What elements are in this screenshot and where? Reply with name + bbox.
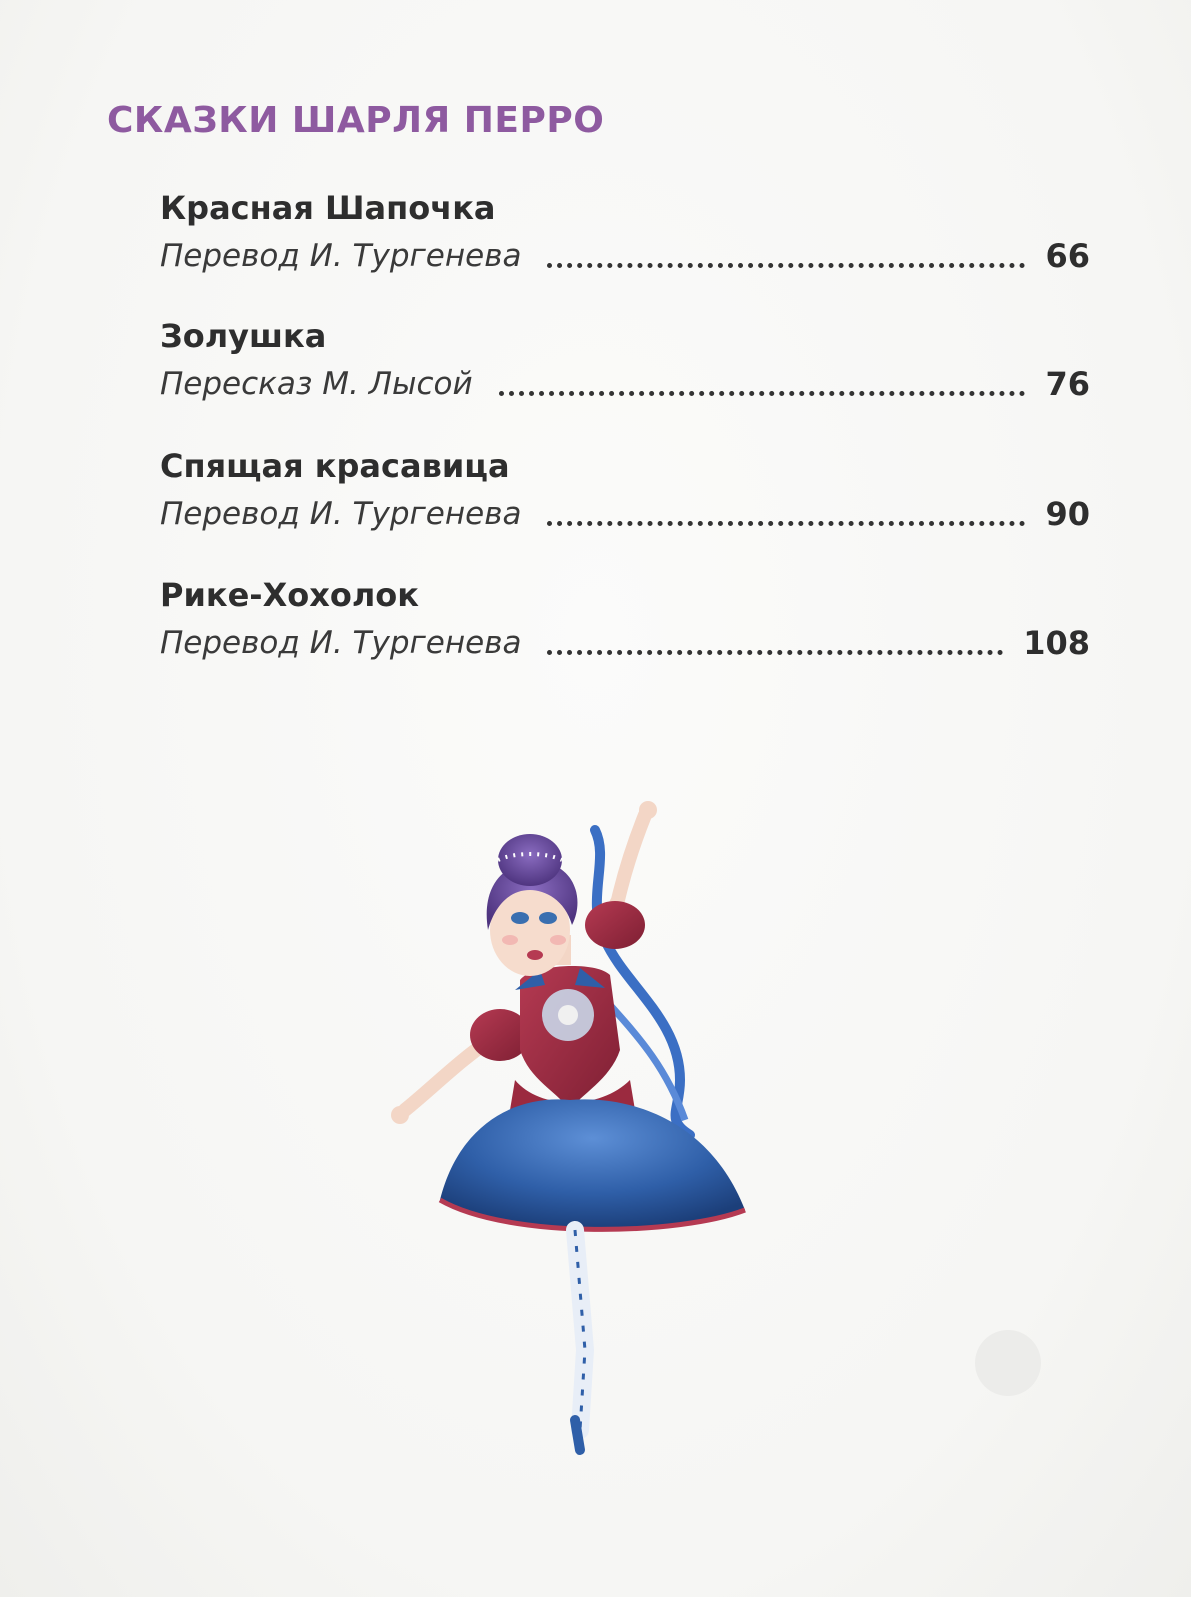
page-number: 66 [1045, 237, 1090, 275]
entry-subtitle: Перевод И. Тургенева [160, 496, 522, 532]
page-number: 108 [1023, 624, 1090, 662]
entry-subtitle: Перевод И. Тургенева [160, 625, 522, 661]
dot-leader [499, 391, 1026, 396]
entry-subtitle: Перевод И. Тургенева [160, 238, 522, 274]
page-number: 76 [1045, 365, 1090, 403]
entry-line [160, 619, 1090, 663]
entry-title: Золушка [160, 317, 327, 355]
toc-entry[interactable] [160, 575, 1090, 663]
entry-line [160, 360, 1090, 404]
toc-entry[interactable] [160, 188, 1090, 276]
dot-leader [547, 521, 1025, 526]
entry-subtitle: Пересказ М. Лысой [160, 366, 473, 402]
entry-title: Красная Шапочка [160, 189, 496, 227]
entry-title: Рике-Хохолок [160, 576, 419, 614]
section-title: СКАЗКИ ШАРЛЯ ПЕРРО [107, 100, 605, 141]
dot-leader [547, 263, 1025, 268]
entry-line [160, 490, 1090, 534]
page-stain [975, 1330, 1041, 1396]
toc-entry[interactable] [160, 316, 1090, 404]
toc-entry[interactable] [160, 446, 1090, 534]
page-number: 90 [1045, 495, 1090, 533]
entry-line [160, 232, 1090, 276]
entry-title: Спящая красавица [160, 447, 510, 485]
ballerina-illustration [380, 790, 800, 1490]
dot-leader [547, 650, 1003, 655]
